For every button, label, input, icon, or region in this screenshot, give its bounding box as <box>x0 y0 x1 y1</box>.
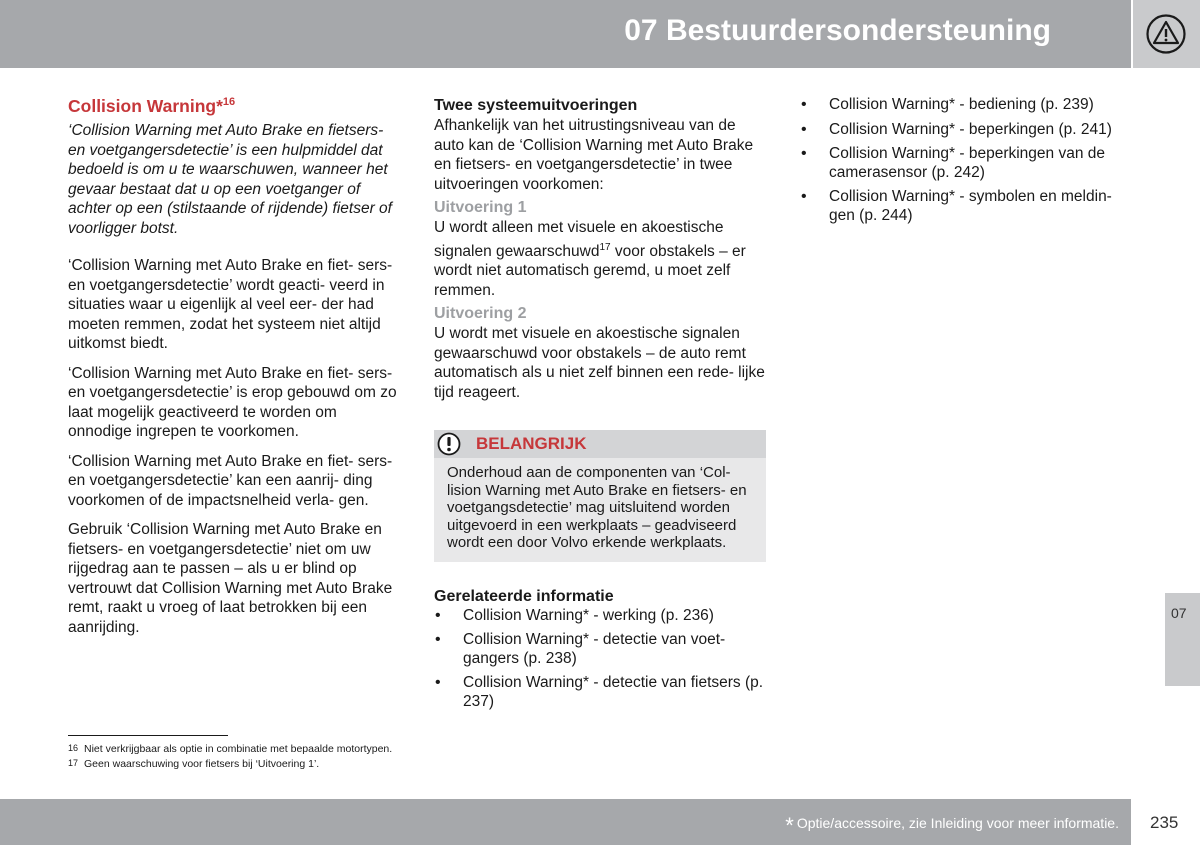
exclamation-circle-icon <box>437 432 461 456</box>
chapter-tab[interactable] <box>1165 593 1200 686</box>
related-heading: Gerelateerde informatie <box>434 587 614 605</box>
footnote-divider <box>68 735 228 736</box>
footnote: $^{16}$ Niet verkrijgbaar als optie in combinatie met bepaalde motortypen. <box>68 743 393 755</box>
related-list <box>800 96 1130 225</box>
chapter-tab-label: 07 <box>1171 605 1187 621</box>
related-link[interactable]: • Collision Warning* - beperkingen (p. 241) <box>800 121 1130 140</box>
column-right <box>800 96 1130 231</box>
important-header <box>434 430 766 458</box>
variant-1-text: U wordt alleen met visuele en akoestische signalen gewaarschuwd$^{17}$ voor obstakels – er wordt niet automatisch geremd, u moet zelf remmen. <box>434 219 746 299</box>
related-link[interactable]: • Collision Warning* - detectie van fietsers (p. 237) <box>434 674 766 711</box>
paragraph: ‘Collision Warning met Auto Brake en fiet- sers- en voetgangersdetectie’ wordt geacti- veerd in situaties waar u eigenlijk al veel eer- der had moeten remmen, zodat het systeem niet altijd uitkomst biedt. <box>68 257 393 352</box>
paragraph: ‘Collision Warning met Auto Brake en fiet- sers- en voetgangersdetectie’ kan een aanrij- ding voorkomen of de impactsnelheid verla- gen. <box>68 452 393 509</box>
warning-triangle-icon <box>1145 14 1187 54</box>
header-icon-box <box>1133 0 1200 68</box>
variant-2-text: U wordt met visuele en akoestische signalen gewaarschuwd voor obstakels – de auto remt automatisch als u niet zelf binnen een rede- lijke tijd reageert. <box>434 325 765 401</box>
footnotes <box>68 741 392 771</box>
paragraph: ‘Collision Warning met Auto Brake en fiet- sers- en voetgangersdetectie’ is erop gebouwd om zo laat mogelijk geactiveerd te worden om onnodige ingrepen te voorkomen. <box>68 364 397 440</box>
related-link[interactable]: • Collision Warning* - symbolen en meldin- gen (p. 244) <box>800 188 1130 225</box>
column-left <box>68 96 403 647</box>
footer-bar <box>0 799 1131 845</box>
important-text: Onderhoud aan de componenten van ‘Col- lision Warning met Auto Brake en fietsers- en voetgangsdetectie’ mag uitsluitend worden uitgevoerd in een werkplaats – geadviseerd wordt een door Volvo erkende werkplaats. <box>447 464 747 552</box>
column-middle <box>434 96 766 717</box>
section-heading: Twee systeemuitvoeringen <box>434 97 638 114</box>
footnote: $^{17}$ Geen waarschuwing voor fietsers bij ‘Uitvoering 1’. <box>68 758 320 770</box>
chapter-title: 07 Bestuurdersondersteuning <box>624 14 1051 47</box>
paragraph: Gebruik ‘Collision Warning met Auto Brake en fietsers- en voetgangersdetectie’ niet om uw rijgedrag aan te passen – als u er blind op vertrouwt dat Collision Warning met Auto Brake remt, raakt u vroeg of laat betrokken bij een aanrijding. <box>68 521 393 636</box>
related-link[interactable]: • Collision Warning* - beperkingen van de camerasensor (p. 242) <box>800 145 1130 182</box>
related-list <box>434 607 766 712</box>
important-box <box>434 430 766 562</box>
intro-text: ‘Collision Warning met Auto Brake en fietsers- en voetgangersdetectie’ is een hulpmiddel dat bedoeld is om u te waarschuwen, wanneer het gevaar bestaat dat u op een voetganger of achter op een (stilstaande of rijdende) fietser of voorligger botst. <box>68 122 392 237</box>
header-bar <box>0 0 1131 68</box>
important-title: BELANGRIJK <box>476 434 587 454</box>
paragraph: Afhankelijk van het uitrustingsniveau van de auto kan de ‘Collision Warning met Auto Brake en fietsers- en voetgangersdetectie’ in twee uitvoeringen voorkomen: <box>434 117 754 193</box>
footer-note: * Optie/accessoire, zie Inleiding voor meer informatie. <box>785 813 1119 838</box>
related-link[interactable]: • Collision Warning* - werking (p. 236) <box>434 607 766 626</box>
variant-2-heading: Uitvoering 2 <box>434 305 527 323</box>
related-link[interactable]: • Collision Warning* - detectie van voet- gangers (p. 238) <box>434 631 766 668</box>
variant-1-heading: Uitvoering 1 <box>434 199 527 216</box>
page-number: 235 <box>1150 813 1179 832</box>
related-link[interactable]: • Collision Warning* - bediening (p. 239) <box>800 96 1130 115</box>
section-title: Collision Warning*$^{16}$ <box>68 96 236 116</box>
